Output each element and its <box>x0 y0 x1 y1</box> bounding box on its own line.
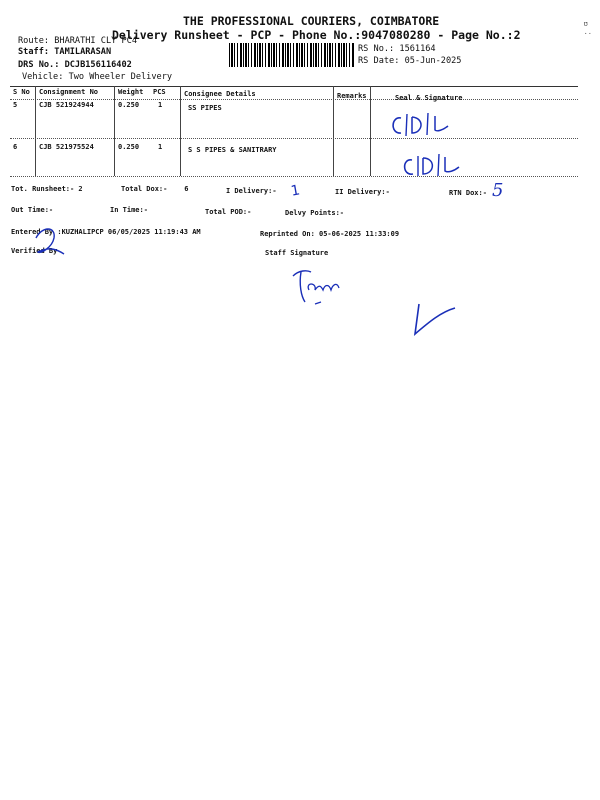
route-label: Route: BHARATHI CLY PC4 <box>18 36 137 46</box>
ii-delivery: II Delivery:- <box>335 188 390 196</box>
tot-runsheet: Tot. Runsheet:- 2 <box>11 185 83 193</box>
header-weight: Weight <box>118 88 144 96</box>
handwritten-i-delivery: 1 <box>289 182 302 200</box>
col-divider <box>370 86 371 176</box>
total-dox: Total Dox:- 6 <box>121 185 189 193</box>
barcode-image <box>229 43 354 67</box>
header-consignment: Consignment No <box>39 88 99 96</box>
staff-signature-label: Staff Signature <box>265 249 329 257</box>
verified-by-signature <box>405 300 465 340</box>
row1-sno: 5 <box>13 101 18 109</box>
row-divider <box>10 138 578 139</box>
delvy-points: Delvy Points:- <box>285 209 345 217</box>
header-pcs: PCS <box>153 88 166 96</box>
col-divider <box>180 86 181 176</box>
row2-sno: 6 <box>13 143 18 151</box>
company-title: THE PROFESSIONAL COURIERS, COIMBATORE <box>183 14 440 28</box>
seal-signature-row1 <box>385 108 465 142</box>
handwritten-rtn-dox: 5 <box>492 180 504 201</box>
row2-pcs: 1 <box>158 143 163 151</box>
reprinted-on: Reprinted On: 05-06-2025 11:33:09 <box>260 230 400 238</box>
table-header-divider <box>10 99 578 100</box>
col-divider <box>333 86 334 176</box>
row1-weight: 0.250 <box>118 101 140 109</box>
staff-label: Staff: TAMILARASAN <box>18 47 112 57</box>
entered-by-mark <box>30 220 70 260</box>
corner-mark: ʊ .. <box>583 20 592 36</box>
header-remarks: Remarks <box>337 92 367 100</box>
entered-by: Entered By :KUZHALIPCP 06/05/2025 11:19:43 AM <box>11 228 201 236</box>
staff-signature <box>285 262 355 312</box>
drs-number: DRS No.: DCJB156116402 <box>18 60 132 70</box>
verified-by: Verified By <box>11 247 58 255</box>
vehicle-label: Vehicle: Two Wheeler Delivery <box>22 72 173 82</box>
table-top-border <box>10 86 578 87</box>
row2-weight: 0.250 <box>118 143 140 151</box>
out-time: Out Time:- <box>11 206 54 214</box>
header-consignee: Consignee Details <box>184 90 256 98</box>
row2-consignee: S S PIPES & SANITRARY <box>188 146 277 154</box>
rs-date: RS Date: 05-Jun-2025 <box>358 56 462 66</box>
rs-number: RS No.: 1561164 <box>358 44 436 54</box>
i-delivery: I Delivery:- <box>226 187 277 195</box>
row1-consignee: SS PIPES <box>188 104 222 112</box>
header-seal: Seal & Signature <box>395 94 463 102</box>
row2-consignment: CJB 521975524 <box>39 143 94 151</box>
seal-signature-row2 <box>398 148 478 182</box>
total-pod: Total POD:- <box>205 208 252 216</box>
col-divider <box>114 86 115 176</box>
row-divider <box>10 176 578 177</box>
row1-pcs: 1 <box>158 101 163 109</box>
col-divider <box>35 86 36 176</box>
runsheet-title: Delivery Runsheet - PCP - Phone No.:9047080280 - Page No.:2 <box>112 28 521 42</box>
rtn-dox: RTN Dox:- <box>449 189 487 197</box>
header-sno: S No <box>13 88 30 96</box>
row1-consignment: CJB 521924944 <box>39 101 94 109</box>
in-time: In Time:- <box>110 206 148 214</box>
